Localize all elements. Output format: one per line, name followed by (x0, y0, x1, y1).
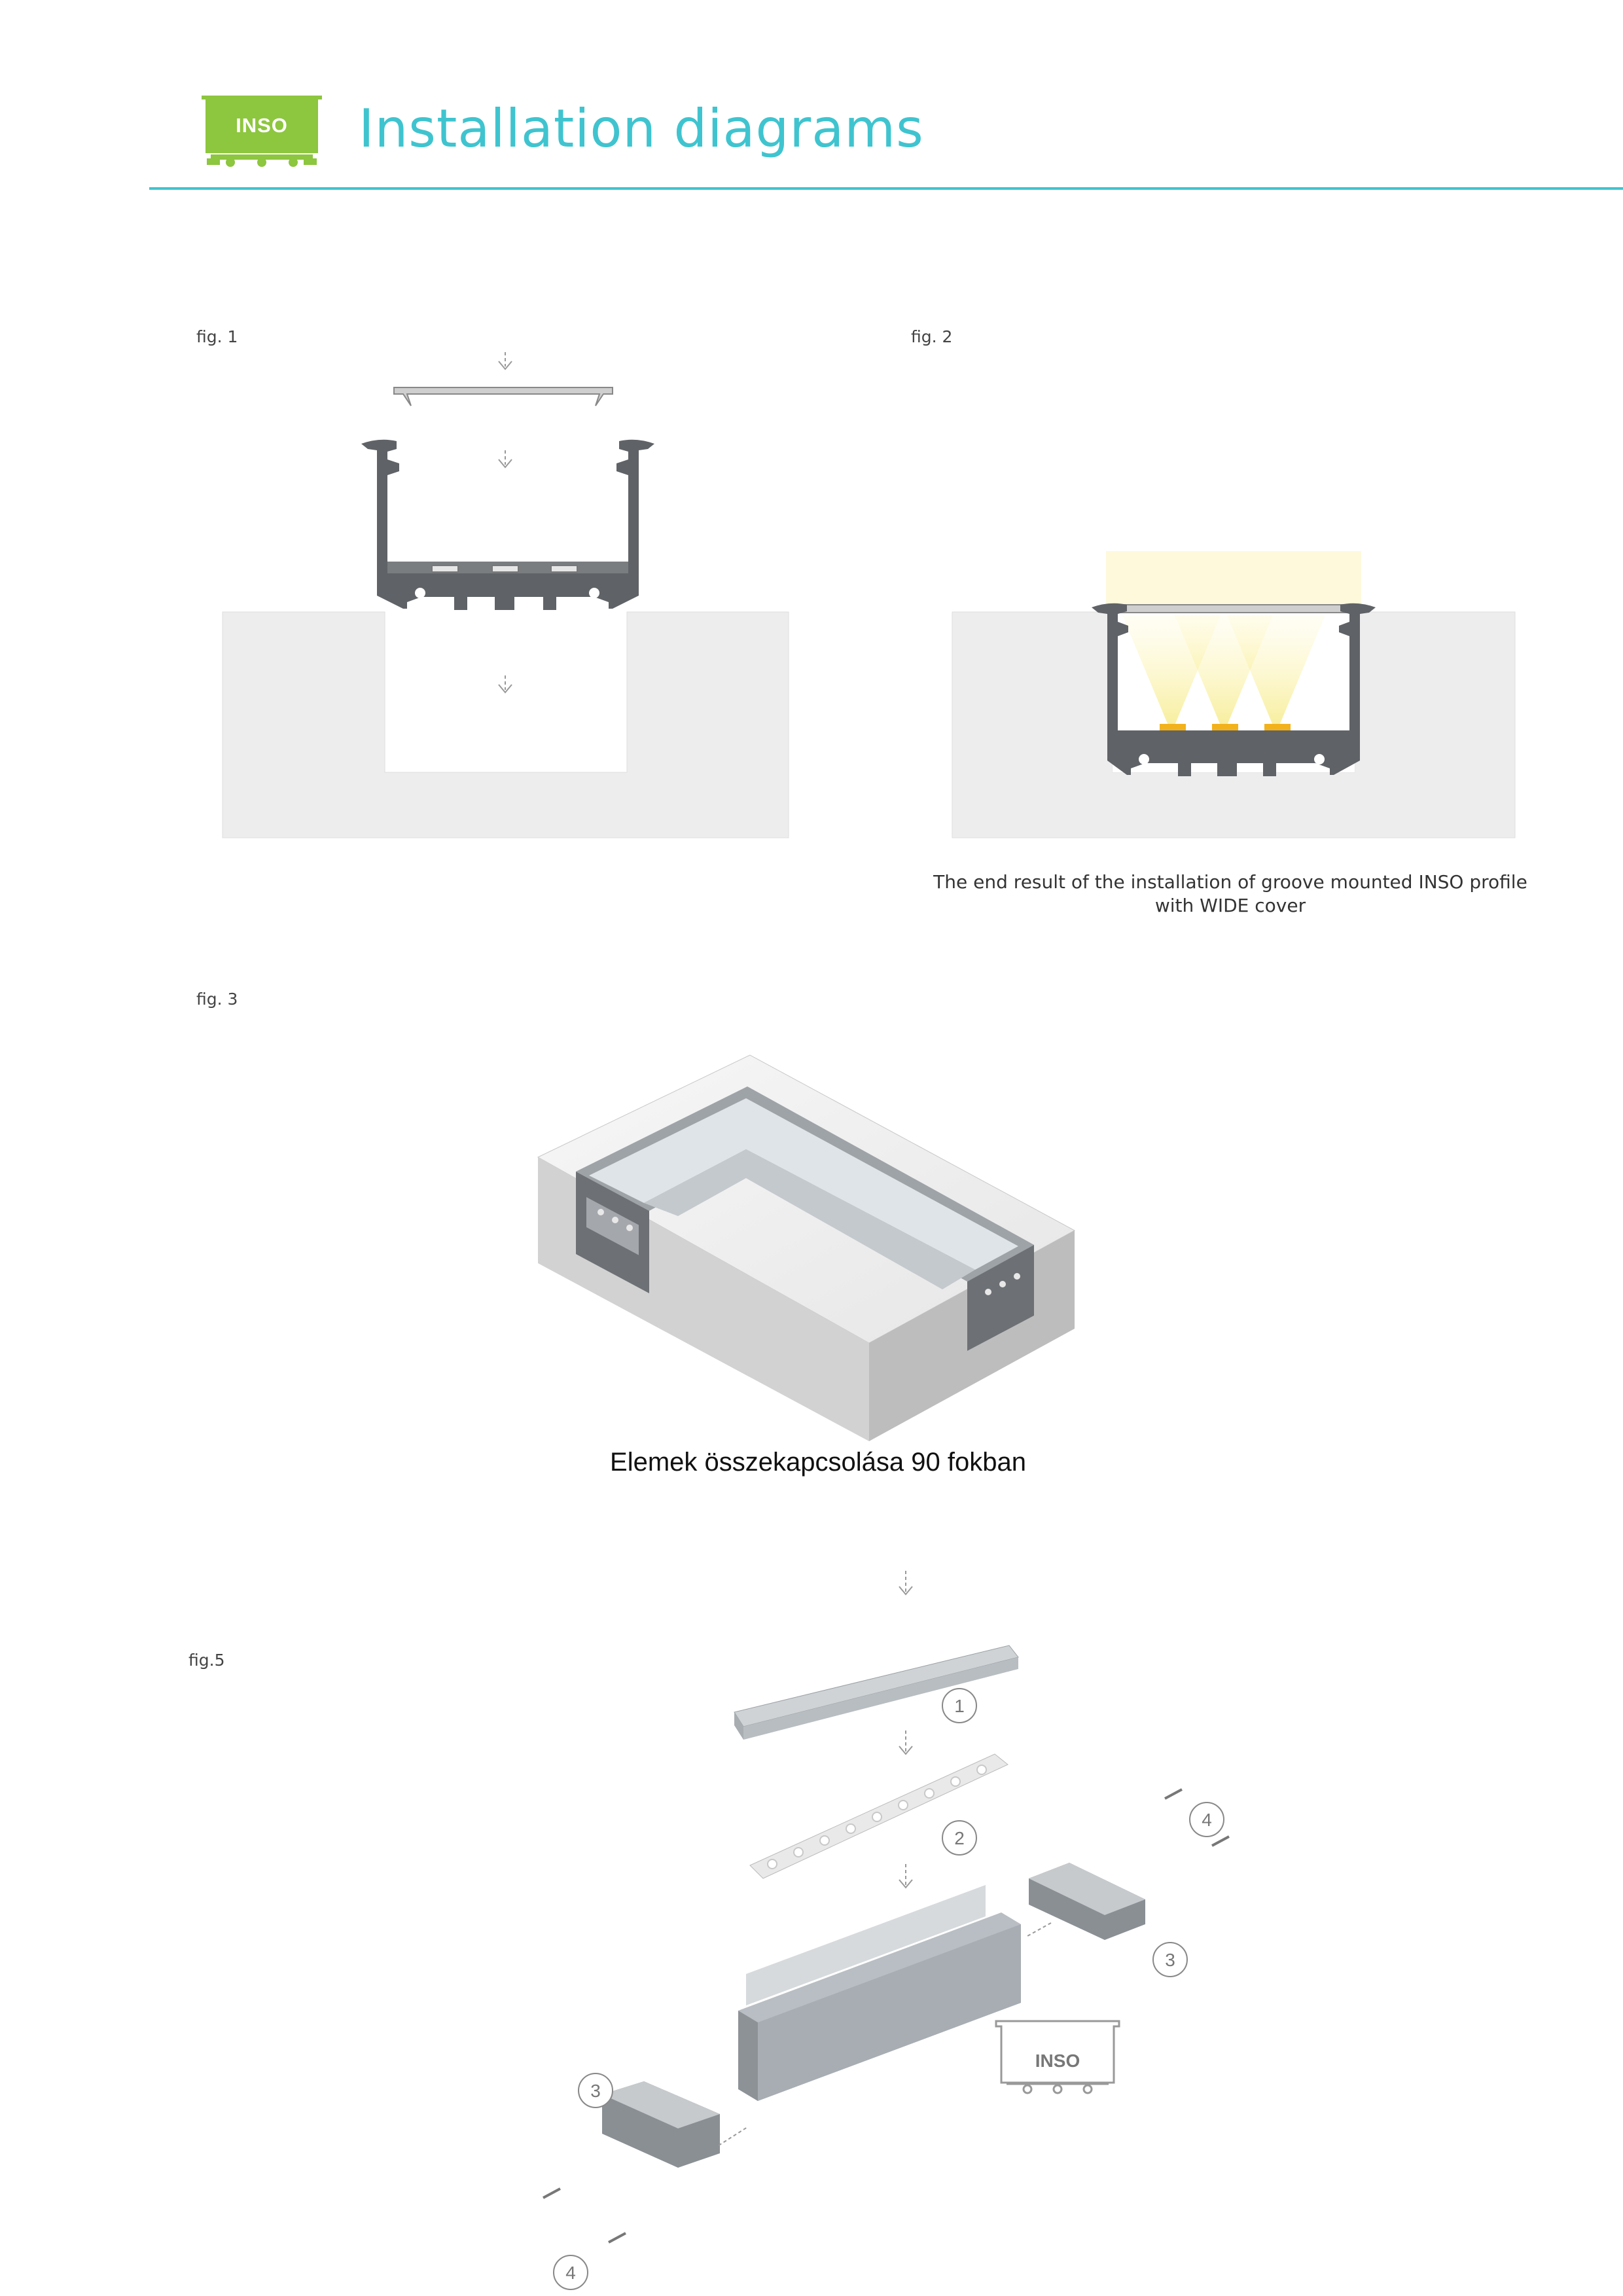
inso-logo (198, 94, 326, 168)
fig1-label: fig. 1 (196, 327, 238, 346)
arrow-down-icon (899, 1571, 912, 1888)
fig5-label: fig.5 (188, 1651, 225, 1670)
fig3-illustration (524, 1041, 1113, 1446)
callout-number: 4 (1202, 1810, 1212, 1830)
callout-number: 3 (590, 2081, 601, 2101)
page-title: Installation diagrams (359, 98, 924, 159)
fig2-diagram (949, 340, 1538, 864)
profile-cross-section (361, 440, 654, 610)
arrow-down-icon (499, 352, 512, 692)
callout-number: 2 (954, 1828, 965, 1848)
fig1-diagram (216, 340, 805, 864)
callout-number: 3 (1165, 1950, 1175, 1970)
fig3-label: fig. 3 (196, 990, 238, 1009)
fig2-caption: The end result of the installation of groove mounted INSO profile with WIDE cover (933, 871, 1527, 916)
profile-icon-label: INSO (1035, 2051, 1080, 2071)
fig5-exploded-view (524, 1558, 1309, 2283)
callout-number: 1 (954, 1696, 965, 1716)
logo-text: INSO (236, 114, 288, 137)
inso-profile-outline-icon (996, 2021, 1119, 2093)
fig3-caption: Elemek összekapcsolása 90 fokban (610, 1448, 1026, 1477)
header-divider (149, 187, 1623, 190)
callout-number: 4 (565, 2263, 576, 2283)
fig2-label: fig. 2 (911, 327, 953, 346)
